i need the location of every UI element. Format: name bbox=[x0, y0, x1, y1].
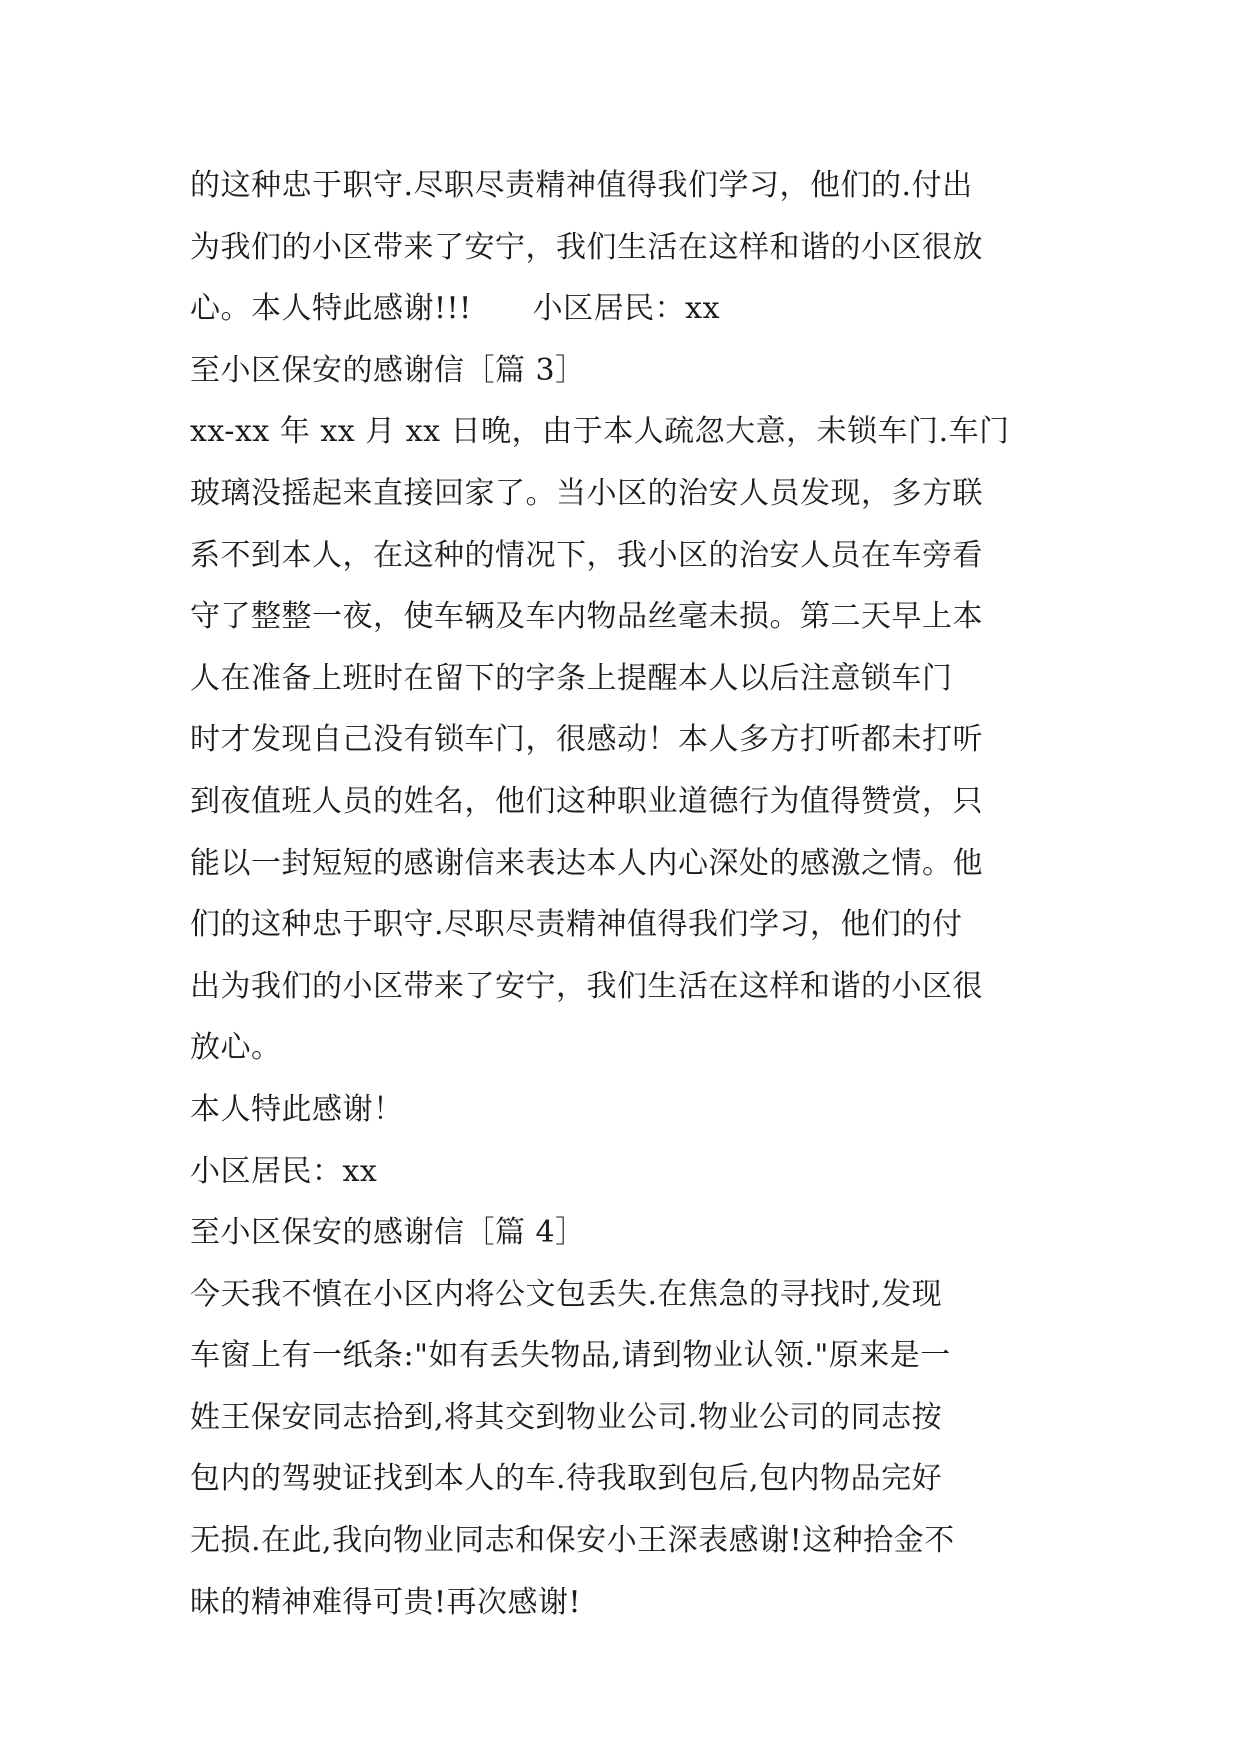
section-heading: 至小区保安的感谢信［篇 4］ bbox=[190, 1215, 586, 1251]
paragraph-line: 们的这种忠于职守.尽职尽责精神值得我们学习，他们的付 bbox=[190, 907, 963, 943]
paragraph-line: 今天我不慎在小区内将公文包丢失.在焦急的寻找时,发现 bbox=[190, 1276, 943, 1312]
paragraph-line: 包内的驾驶证找到本人的车.待我取到包后,包内物品完好 bbox=[190, 1461, 943, 1497]
paragraph-line: 出为我们的小区带来了安宁，我们生活在这样和谐的小区很 bbox=[190, 968, 983, 1004]
document-body bbox=[190, 155, 1060, 1633]
paragraph-line: 人在准备上班时在留下的字条上提醒本人以后注意锁车门 bbox=[190, 660, 953, 696]
paragraph-line: 心。本人特此感谢!!! 小区居民：xx bbox=[190, 291, 721, 327]
closing-line: 本人特此感谢！ bbox=[190, 1091, 404, 1127]
section-heading: 至小区保安的感谢信［篇 3］ bbox=[190, 352, 586, 388]
paragraph-line: xx-xx 年 xx 月 xx 日晚，由于本人疏忽大意，未锁车门.车门 bbox=[190, 414, 1010, 450]
paragraph-line: 系不到本人，在这种的情况下，我小区的治安人员在车旁看 bbox=[190, 537, 983, 573]
paragraph-line: 时才发现自己没有锁车门，很感动！本人多方打听都未打听 bbox=[190, 722, 983, 758]
paragraph-line: 车窗上有一纸条:"如有丢失物品,请到物业认领."原来是一 bbox=[190, 1338, 951, 1374]
paragraph-line: 能以一封短短的感谢信来表达本人内心深处的感激之情。他 bbox=[190, 845, 983, 881]
signature-line: 小区居民：xx bbox=[190, 1153, 378, 1189]
paragraph-line: 无损.在此,我向物业同志和保安小王深表感谢!这种拾金不 bbox=[190, 1523, 955, 1559]
paragraph-line: 玻璃没摇起来直接回家了。当小区的治安人员发现，多方联 bbox=[190, 475, 983, 511]
paragraph-line: 姓王保安同志拾到,将其交到物业公司.物业公司的同志按 bbox=[190, 1399, 943, 1435]
paragraph-line: 昧的精神难得可贵!再次感谢! bbox=[190, 1584, 582, 1620]
paragraph-line: 的这种忠于职守.尽职尽责精神值得我们学习，他们的.付出 bbox=[190, 168, 973, 203]
paragraph-line: 放心。 bbox=[190, 1030, 282, 1066]
paragraph-line: 到夜值班人员的姓名，他们这种职业道德行为值得赞赏，只 bbox=[190, 783, 983, 819]
paragraph-line: 为我们的小区带来了安宁，我们生活在这样和谐的小区很放 bbox=[190, 229, 983, 265]
paragraph-line: 守了整整一夜，使车辆及车内物品丝毫未损。第二天早上本 bbox=[190, 599, 983, 635]
